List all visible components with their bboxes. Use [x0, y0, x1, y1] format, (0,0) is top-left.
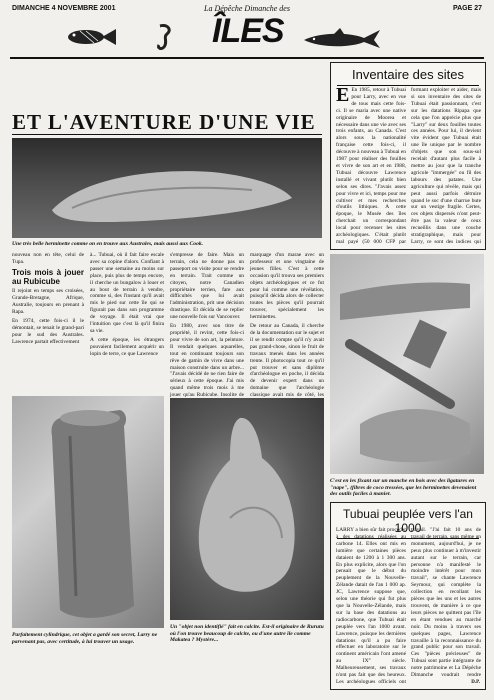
column-1-para-2: En 1974, cette fois-ci il le démontait, se tenait le grand-pari pour le sud des Australes. Lawrence partait effectivement	[12, 318, 84, 345]
column-1	[12, 252, 84, 348]
inventory-dropcap: E	[336, 87, 350, 106]
inventory-column-1	[336, 87, 406, 245]
inventory-text-1: En 1985, retour à Tubuai pour Larry, avec en vue de tous mais cette fois-ci. Il se maria avec une native originaire de Moorea et nécessaire dans une vie avec ses trois enfants, au Canada. C'est alors sous la nationalité française cette fois-ci, il découvre à nouveau à Tubuai en 1987 pour réaliser des fouilles et vivre de son art et en 1988, Tubuai découvre Lawrence installé et vivant plutôt bien selon ses dires. "J'avais assez pour vivre et ici, temps pour me cultiver et mes recherches d'outils lithiques. A cette époque, le Musée des îles cherchait un correspondant local pour recenser les sites archéologiques. C'était plutôt mal payé (50 000 CFP par	[336, 87, 406, 245]
adze-caption: Une très belle herminette comme on en trouve aux Australes, mais aussi aux Cook.	[12, 241, 204, 247]
shark-icon	[302, 28, 382, 50]
tubuai-column-1	[336, 527, 406, 685]
adze-drawing	[12, 138, 322, 238]
section-title: ÎLES	[212, 12, 284, 50]
tubuai-text-1: LARRY a bien sûr fait procéder à des datations réalisées au carbone 14. Elles ont mis en lumière que certaines pièces dataient de 1200 à 1 300 ans. En plus explicite, alors que l'on pensait que le début du peuplement de la Nouvelle-Zélande datait de l'an 1 000 ap. JC, Lawrence suppose que, selon une théorie qui fut plus que la Nouvelle-Zélande, mais sur la base des datations au radiocarbone, que Tubuai était peuplée vers l'an 1000 avant. Lawrence, puisque les dernières datations qu'il a pu faire effectuer en laboratoire sur le continent américain l'ont amené au IX° siècle. Malheureusement, ses travaux n'ont pas fait que des heureux. Les archéologues officiels ont	[336, 527, 406, 685]
subheading: Trois mois à jouer au Rubicube	[12, 267, 84, 286]
tubuai-column-2	[411, 527, 481, 677]
calcite-photo	[170, 398, 324, 620]
column-4-para-2: De retour au Canada, il cherche de la documentation sur le sujet et il se rendit compte qu'il n'y avait pas grand-chose, sinon le fruit de travaux menés dans les années trente. Il photocopia tout ce qu'il put trouver et sans diplôme d'archéologue en poche, il décida de devenir expert dans un domaine que l'archéologie classique avait mis de côté, les	[250, 323, 324, 399]
page-number: PAGE 27	[452, 5, 482, 12]
column-3-para-2: En 1980, avec son titre de propriété, il revint, cette fois-ci pour vivre de son art, la peinture. Il vendait quelques aquarelles, tout en continuant toujours son rêve de gamin de vivre dans une maison construite dans un arbre... "J'avais décidé de ne rien faire de sérieux à cette époque. J'ai mis quand même trois mois à me jouer qu'au Rubicube. Insolite de	[170, 323, 244, 399]
cylinder-drawing	[12, 396, 164, 628]
adze-photo	[12, 138, 322, 238]
column-3-para-1: s'empresse de faire. Mais un terrain, cela ne donne pas un passeport ou visite pour se rendre en terrain. Trait comme un citoyen, notre Canadien propriétaire terrien, fare aux difficultés que lui avait l'administration, prit une décision drastique. Et décida de se replier une nouvelle fois sur Vancouver.	[170, 252, 244, 321]
column-2-para-2: A cette époque, les étrangers pouvaient facilement acquérir un lopin de terre, ce que Lawrence	[90, 336, 164, 357]
cylinder-photo	[12, 396, 164, 628]
inventory-title: Inventaire des sites	[351, 67, 464, 82]
inventory-box	[330, 62, 486, 250]
fish-icon	[60, 27, 120, 47]
inventory-column-2	[411, 87, 481, 245]
issue-date: DIMANCHE 4 NOVEMBRE 2001	[12, 5, 116, 12]
masthead-subtitle: La Dépêche Dimanche des	[204, 4, 290, 13]
tubuai-box	[330, 502, 486, 690]
handled-adzes-photo	[330, 254, 484, 474]
column-4-para-1: marquage d'un marae avec un professeur et une vingtaine de jeunes filles. C'est à cette occasion qu'il trouva ses premiers objets archéologiques et ce fut pour lui comme une révélation, puisqu'il décida alors de collecter toutes les pièces qu'il pourrait trouver, spécialement les herminettes.	[250, 252, 324, 321]
cylinder-caption: Parfaitement cylindrique, cet objet a gardé son secret, Larry ne parvenant pas, avec certitude, à lui trouver un usage.	[12, 632, 158, 645]
header-rule	[10, 57, 484, 59]
column-1-para-1: Il rejoint en temps ses croisées, Grande-Bretagne, Afrique, Australie, toujours en prenant à Rapa.	[12, 288, 84, 316]
column-1-intro: nouveau non en tête, celui de Tupa.	[12, 252, 84, 265]
article-title: ET L'AVENTURE D'UNE VIE	[12, 110, 316, 134]
column-2	[90, 252, 164, 360]
handled-adzes-drawing	[330, 254, 484, 474]
tubuai-text-2: travail. "J'ai fait 10 ans de travail de terrain, sans même un monument, aujourd'hui, je ne peux plus continuer à m'investir autant sur le terrain, car personne n'a manifesté le moindre intérêt pour mon travail", se chante Lawrence Seymour, qui complète la collection en recollant les pièces que les uns et les autres trouvent, de manière à ce que leurs pièces ne quittent pas l'île en étant vendues au marché noir. Du moins à travers ses quelques pages, Lawrence travaille à la reconnaissance du grand public pour son travail. Ces "pièces précieuses" de Tubuai sont partie intégrante de notre patrimoine et La Dépêche Dimanche voudrait rendre	[411, 527, 481, 677]
seahorse-icon	[148, 22, 178, 52]
inventory-rule	[337, 85, 479, 86]
inventory-text-2: formant exploiter et aider, mais si son inventaire des sites de Tubuai était passionnant, c'est sur les datations Ripapa que cela que l'on apprécie plus que "Larry" sur deux fouilles toutes ces années. Pour lui, il devient vite évident que Tubuai était une île unique par le nombre d'objets que son sous-sol recelait d'autant plus facile à mettre au jour que la tranche agricole "immergée" ou fil des labours des patates. Une agriculture qui révèle, mais qui peut aussi parfois détruire quand le soc d'une charrue bute sur un vestige fragile. Certes, ces objets dispersés n'ont peut-être pas la valeur de ceux recueillis dans une couche stratigraphique, mais pour Larry, ce sont des indices qui	[411, 87, 481, 245]
tubuai-signature: D.P.	[471, 680, 480, 685]
title-rule	[12, 134, 322, 135]
column-2-para-1: à... Tubuai, où il fait faire escale avec sa copine d'alors. Confiant à passer une semaine au moins sur place, puis plus de temps encore, il cherche un bungalow à louer et au bout de terrain à vendre, comme si, des l'instant qu'il avait mis le pied sur cette île qui se figurait pas dans son programme de voyage. Il était vrai que l'intuition que c'est là qu'il finira sa vie.	[90, 252, 164, 334]
calcite-caption: Un "objet non identifié" fait en calcite. Est-il originaire de Rurutu où l'on trouve beaucoup de calcite, ou d'une autre île comme Makatea ? Mystère...	[170, 624, 324, 644]
handled-adzes-caption: C'est en les fixant sur un manche en bois avec des ligatures en "nape", (fibres de coco tressées, que les herminettes devenaient des outils faciles à manier.	[330, 478, 477, 498]
calcite-drawing	[170, 398, 324, 620]
tubuai-title: Tubuai peuplée vers l'an 1000	[343, 507, 473, 535]
